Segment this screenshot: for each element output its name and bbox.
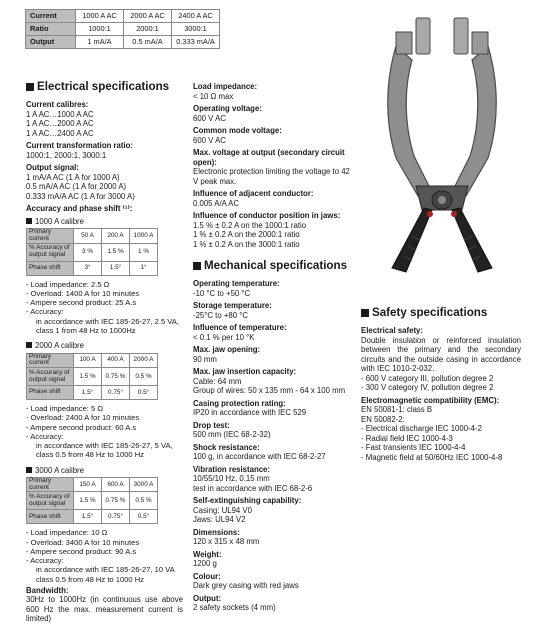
section-title: Mechanical specifications (193, 259, 353, 273)
table-cell: 3000:1 (172, 23, 220, 36)
mech-item: Dimensions: 120 x 315 x 48 mm (193, 527, 260, 547)
operating-voltage: Operating voltage: 600 V AC (193, 104, 262, 123)
mech-item: Influence of temperature: < 0.1 % per 10 °K (193, 323, 287, 342)
mech-item: Operating temperature: -10 °C to +50 °C (193, 279, 280, 298)
table-cell: 2400 A AC (172, 10, 220, 23)
square-bullet-icon (26, 467, 32, 473)
table-cell: 2000:1 (124, 23, 172, 36)
table-row (26, 36, 220, 49)
calibre-1000: 1000 A calibre Primary current 50 A 200 A 1000 A % Accuracy of output signal 3 % 1.5 % 1 % Phase shift 3° 1.5° 1° - Load impedance: 2.5 Ω - Overload: 1400 A for 10 minutes - Ampere second product: 25 A.s - Accuracy: in accordance with IEC 185-26-27, 2.5 VA, class 1 from 48 Hz to 1000Hz (26, 216, 179, 335)
mech-item: Colour: Dark grey casing with red jaws (193, 571, 299, 591)
square-bullet-icon (26, 83, 34, 91)
emc: Electromagnetic compatibility (EMC): EN 50081-1: class B EN 50082-2: - Electrical discharge IEC 1000-4-2 - Radial field IEC 1000-4-3 - Fast transients IEC 1000-4-4 - Magnetic field at 50/60Hz IEC 1000-4-8 (361, 395, 503, 462)
calibre-3000: 3000 A calibre Primary current 150 A 600 A 3000 A % Accuracy of output signal 1.5 % 0.75 % 0.5 % Phase shift 1.5° 0.75° 0.5° - Load impedance: 10 Ω - Overload: 3400 A for 10 minutes - Ampere second product: 90 A.s - Accuracy: in accordance with IEC 185-26-27, 10 VA class 0.5 from 48 Hz to 1000 Hz (26, 465, 175, 584)
square-bullet-icon (26, 342, 32, 348)
row-header: Output (26, 36, 76, 49)
table-cell: 2000 A AC (124, 10, 172, 23)
load-impedance: Load impedance: < 10 Ω max (193, 82, 258, 101)
mech-item: Self-extinguishing capability: Casing: UL94 V0 Jaws: UL94 V2 (193, 496, 302, 525)
common-mode-voltage: Common mode voltage: 600 V AC (193, 126, 282, 145)
calibre-table: Primary current 50 A 200 A 1000 A % Accuracy of output signal 3 % 1.5 % 1 % Phase shift 3° 1.5° 1° (26, 228, 158, 275)
current-calibres: Current calibres: 1 A AC…1000 A AC 1 A AC…2000 A AC 1 A AC…2400 A AC (26, 100, 94, 138)
mech-item: Casing protection rating: IP20 in accordance with IEC 529 (193, 398, 307, 418)
mech-item: Vibration resistance: 10/55/10 Hz, 0.15 mm test in accordance with IEC 68-2-6 (193, 464, 313, 493)
mech-item: Shock resistance: 100 g, in accordance with IEC 68-2-27 (193, 442, 326, 462)
output-signal: Output signal: 1 mA/A AC (1 A for 1000 A) 0.5 mA/A AC (1 A for 2000 A) 0.333 mA/A AC (1 A for 3000 A) (26, 163, 135, 201)
bandwidth: Bandwidth: 30Hz to 1000Hz (in continuous use above 600 Hz the max. measurement current is limited) (26, 585, 183, 624)
mech-item: Output: 2 safety sockets (4 mm) (193, 593, 276, 613)
table-row (26, 23, 220, 36)
electrical-safety: Electrical safety: Double insulation or reinforced insulation between the primary and the secondary circuits and the outside casing in accordance with IEC 1010-2-032. - 600 V category III, pollution degree 2 - 300 V category IV, pollution degree 2 (361, 326, 521, 393)
safety-specifications (361, 306, 521, 465)
mech-item: Drop test: 500 mm (IEC 68-2-32) (193, 420, 271, 440)
section-title: Safety specifications (361, 306, 521, 320)
square-bullet-icon (193, 262, 201, 270)
table-cell: 1000:1 (76, 23, 124, 36)
square-bullet-icon (361, 309, 369, 317)
mech-item: Max. jaw opening: 90 mm (193, 345, 261, 364)
max-voltage-output: Max. voltage at output (secondary circuit open): Electronic protection limiting the voltage to 42 V peak max. (193, 148, 350, 186)
table-cell: 1 mA/A (76, 36, 124, 49)
transformation-ratio: Current transformation ratio: 1000:1, 2000:1, 3000:1 (26, 141, 133, 160)
conductor-position: Influence of conductor position in jaws: 1.5 % ± 0.2 A on the 1000:1 ratio 1 % ± 0.2 A on the 2000:1 ratio 1 % ± 0.2 A on the 3000:1 ratio (193, 211, 341, 249)
ratio-table (25, 9, 220, 49)
section-title: Electrical specifications (26, 80, 183, 94)
table-row (26, 10, 220, 23)
table-cell: 1000 A AC (76, 10, 124, 23)
accuracy-label: Accuracy and phase shift ⁽¹⁾: (26, 204, 133, 214)
table-cell: 0.333 mA/A (172, 36, 220, 49)
middle-column (193, 82, 353, 616)
square-bullet-icon (26, 218, 32, 224)
calibre-2000: 2000 A calibre Primary current 100 A 400 A 2000 A % Accuracy of output signal 1.5 % 0.75 % 0.5 % Phase shift 1.5° 0.75° 0.5° - Load impedance: 5 Ω - Overload: 2400 A for 10 minutes - Ampere second product: 60 A.s - Accuracy: in accordance with IEC 185-26-27, 5 VA, class 0.5 from 48 Hz to 1000 Hz (26, 341, 173, 460)
row-header: Current (26, 10, 76, 23)
mech-item: Weight: 1200 g (193, 549, 222, 569)
table-cell: 0.5 mA/A (124, 36, 172, 49)
mech-item: Max. jaw insertion capacity: Cable: 64 mm Group of wires: 50 x 135 mm - 64 x 100 mm (193, 367, 346, 396)
current-clamp-icon (372, 10, 512, 280)
calibre-table: Primary current 100 A 400 A 2000 A % Accuracy of output signal 1.5 % 0.75 % 0.5 % Phase shift 1.5° 0.75° 0.5° (26, 353, 158, 400)
mech-item: Storage temperature: -25°C to +80 °C (193, 301, 272, 320)
calibre-table: Primary current 150 A 600 A 3000 A % Accuracy of output signal 1.5 % 0.75 % 0.5 % Phase shift 1.5° 0.75° 0.5° (26, 477, 158, 524)
adjacent-conductor: Influence of adjacent conductor: 0.005 A/A AC (193, 189, 314, 208)
electrical-specifications (26, 80, 183, 627)
row-header: Ratio (26, 23, 76, 36)
